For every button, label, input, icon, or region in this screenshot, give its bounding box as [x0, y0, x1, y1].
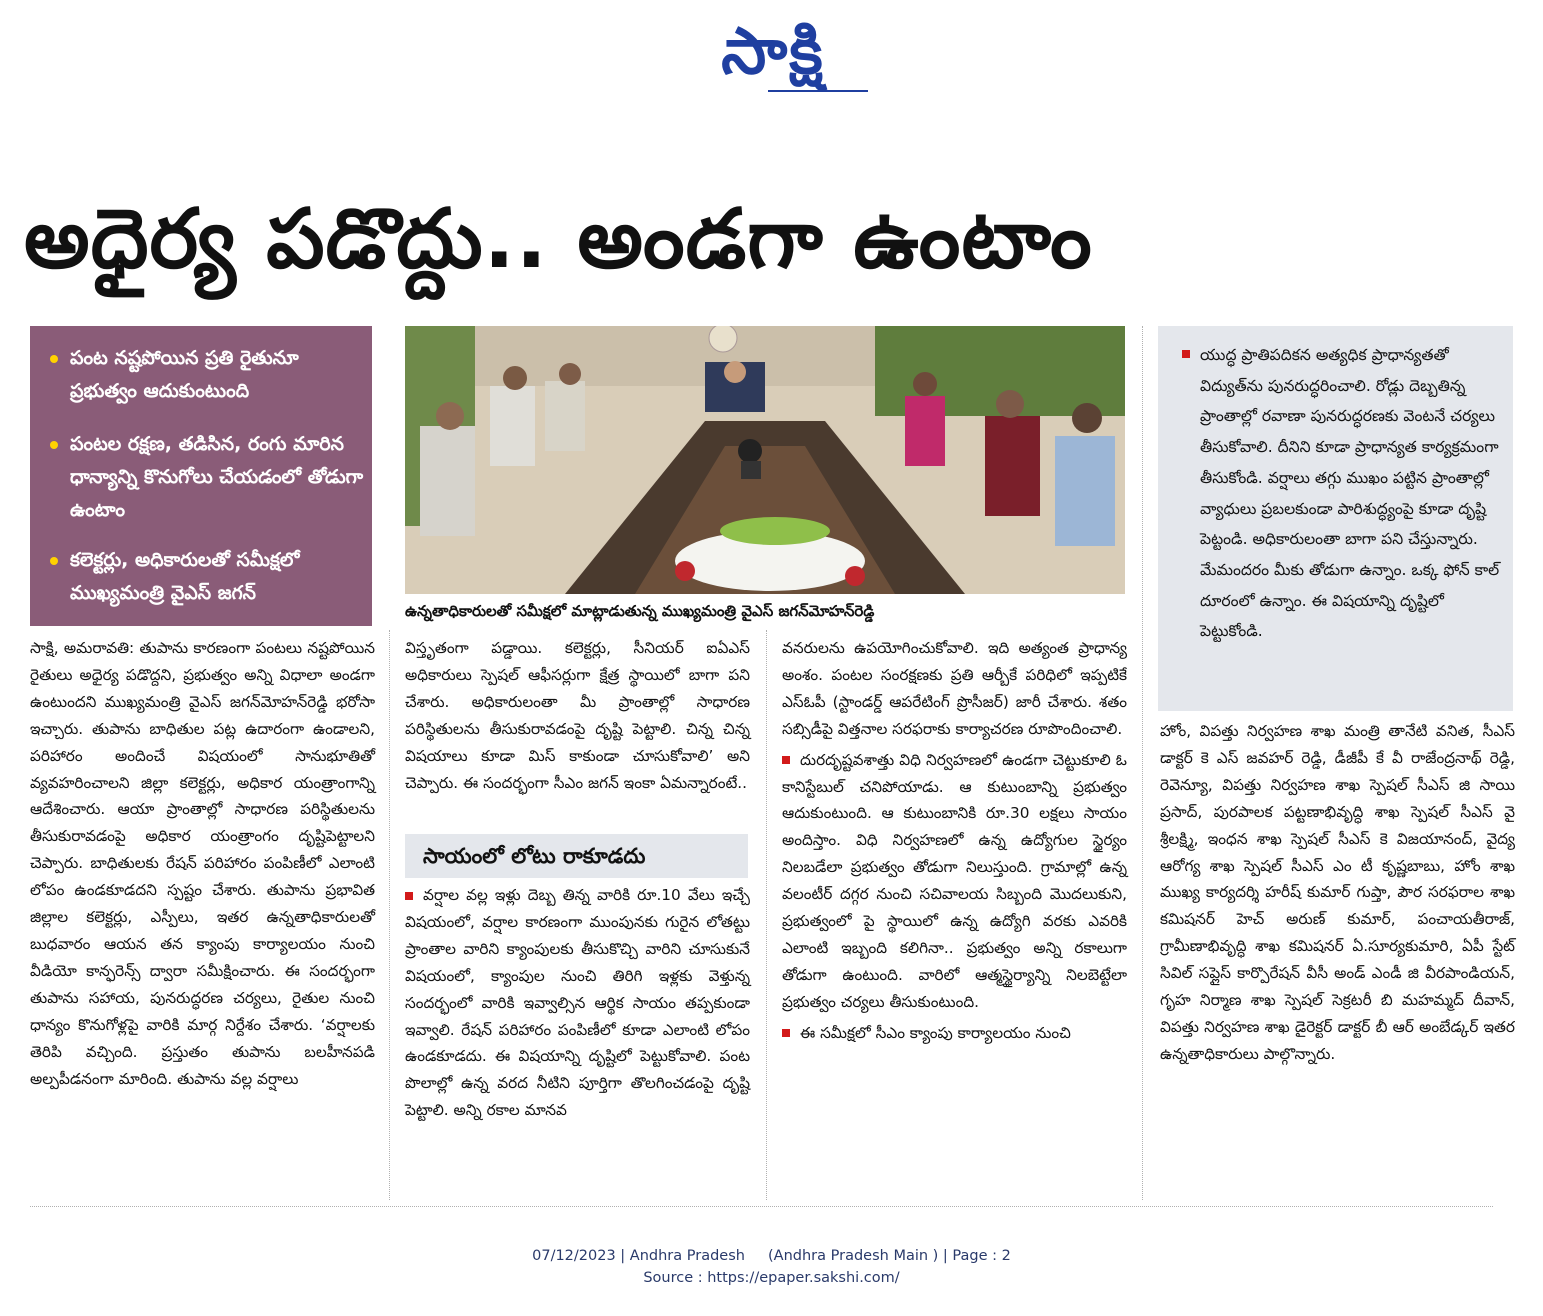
quote-text: యుద్ధ ప్రాతిపదికన అత్యధిక ప్రాధాన్యతతో విద్యుత్‌ను పునరుద్ధరించాలి. రోడ్లు దెబ్బతిన్న ప్రాంతాల్లో రవాణా పునరుద్ధరణకు వెంటనే చర్యలు తీసుకోవాలి. దీనిని కూడా ప్రాధాన్యత కార్యక్రమంగా తీసుకోండి. వర్షాలు తగ్గు ముఖం పట్టిన ప్రాంతాల్లో వ్యాధులు ప్రబలకుండా పారిశుద్ధ్యంపై కూడా దృష్టి పెట్టండి. అధికారులంతా బాగా పని చేస్తున్నారు. మేమందరం మీకు తోడుగా ఉన్నాం. ఒక్క ఫోన్‌ కాల్‌ దూరంలో ఉన్నాం. ఈ విషయాన్ని దృష్టిలో పెట్టుకోండి. [1200, 346, 1500, 641]
bullet-dot-icon [50, 441, 58, 449]
article-column-3 [782, 635, 1127, 1047]
article-column-2-bottom: వర్షాల వల్ల ఇళ్లు దెబ్బ తిన్న వారికి రూ.10 వేలు ఇచ్చే విషయంలో, వర్షాల కారణంగా ముంపునకు గురైన లోతట్టు ప్రాంతాల వారిని క్యాంపులకు తీసుకొచ్చి వారిని చూసుకునే విషయంలో, క్యాంపుల నుంచి తిరిగి ఇళ్లకు వెళ్తున్న సందర్భంలో వారికి ఇవ్వాల్సిన ఆర్థిక సాయం తప్పకుండా ఇవ్వాలి. రేషన్‌ పరిహారం పంపిణీలో కూడా ఎలాంటి లోపం ఉండకూడదు. ఈ విషయాన్ని దృష్టిలో పెట్టుకోవాలి. పంట పొలాల్లో ఉన్న వరద నీటిని పూర్తిగా తొలగించడంపై దృష్టి పెట్టాలి. అన్ని రకాల మానవ [405, 886, 750, 1120]
quote-box [1158, 326, 1513, 711]
footer-source: Source : https://epaper.sakshi.com/ [643, 1270, 900, 1286]
article-column-2-top: విస్తృతంగా పడ్డాయి. కలెక్టర్లు, సీనియర్‌ ఐఏఎస్‌ అధికారులు స్పెషల్‌ ఆఫీసర్లుగా క్షేత్ర స్థాయిలో బాగా పని చేశారు. అధికారులంతా మీ ప్రాంతాల్లో సాధారణ పరిస్థితులను తీసుకురావడంపై దృష్టి పెట్టాలి. చిన్న చిన్న విషయాలు కూడా మిస్‌ కాకుండా చూసుకోవాలి’ అని చెప్పారు. ఈ సందర్భంగా సీఎం జగన్‌ ఇంకా ఏమన్నారంటే.. [405, 639, 750, 792]
highlight-item: పంట నష్టపోయిన ప్రతి రైతునూ ప్రభుత్వం ఆదుకుంటుంది [50, 342, 370, 408]
column-divider [1142, 326, 1143, 1200]
highlight-item: పంటల రక్షణ, తడిసిన, రంగు మారిన ధాన్యాన్ని కొనుగోలు చేయడంలో తోడుగా ఉంటాం [50, 428, 370, 527]
footer-dateline: 07/12/2023 | Andhra Pradesh (Andhra Pradesh Main ) | Page : 2 [532, 1248, 1011, 1264]
column-divider [389, 630, 390, 1200]
paragraph: వనరులను ఉపయోగించుకోవాలి. ఇది అత్యంత ప్రాధాన్య అంశం. పంటల సంరక్షణకు ప్రతి ఆర్బీకే పరిధిలో ఇప్పటికే ఎస్‌ఓపీ (స్టాండర్డ్‌ ఆపరేటింగ్‌ ప్రొసీజర్‌) జారీ చేశారు. శతం సబ్సిడీపై విత్తనాల సరఫరాకు కార్యాచరణ రూపొందించాలి. [782, 639, 1127, 738]
article-column-1: సాక్షి, అమరావతి: తుపాను కారణంగా పంటలు నష్టపోయిన రైతులు అధైర్య పడొద్దని, ప్రభుత్వం అన్ని విధాలా అండగా ఉంటుందని ముఖ్యమంత్రి వైఎస్‌ జగన్‌మోహన్‌రెడ్డి భరోసా ఇచ్చారు. తుపాను బాధితుల పట్ల ఉదారంగా ఉండాలని, పరిహారం అందించే విషయంలో సానుభూతితో వ్యవహరించాలని జిల్లా కలెక్టర్లు, అధికార యంత్రాంగాన్ని ఆదేశించారు. ఆయా ప్రాంతాల్లో సాధారణ పరిస్థితులను తీసుకురావడంపై అధికార యంత్రాంగం దృష్టిపెట్టాలని చెప్పారు. బాధితులకు రేషన్‌ పరిహారం పంపిణీలో ఎలాంటి లోపం ఉండకూడదని స్పష్టం చేశారు. తుపాను ప్రభావిత జిల్లాల కలెక్టర్లు, ఎస్పీలు, ఇతర ఉన్నతాధికారులతో బుధవారం ఆయన తన క్యాంపు కార్యాలయం నుంచి వీడియో కాన్ఫరెన్స్‌ ద్వారా సమీక్షించారు. ఈ సందర్భంగా తుపాను సహాయ, పునరుద్ధరణ చర్యలు, రైతుల నుంచి ధాన్యం కొనుగోళ్లపై వారికి మార్గ నిర్దేశం చేశారు. ‘వర్షాలకు తెరిపి వచ్చింది. ప్రస్తుతం తుపాను బలహీనపడి అల్పపీడనంగా మారింది. తుపాను వల్ల వర్షాలు [30, 639, 375, 1088]
headline: అధైర్య పడొద్దు.. అండగా ఉంటాం [24, 192, 1093, 287]
sakshi-logo [668, 12, 878, 104]
square-bullet-icon [1182, 350, 1190, 358]
photo-caption: ఉన్నతాధికారులతో సమీక్షలో మాట్లాడుతున్న ముఖ్యమంత్రి వైఎస్‌ జగన్‌మోహన్‌రెడ్డి [405, 602, 875, 620]
square-bullet-icon [782, 756, 790, 764]
bullet-dot-icon [50, 557, 58, 565]
column-divider [766, 630, 767, 1200]
square-bullet-icon [782, 1029, 790, 1037]
paragraph: దురదృష్టవశాత్తు విధి నిర్వహణలో ఉండగా చెట్టుకూలి ఓ కానిస్టేబుల్‌ చనిపోయాడు. ఆ కుటుంబాన్ని ప్రభుత్వం ఆదుకుంటుంది. ఆ కుటుంబానికి రూ.30 లక్షలు సాయం అందిస్తాం. విధి నిర్వహణలో ఉన్న ఉద్యోగుల స్థైర్యం నిలబడేలా ప్రభుత్వం తోడుగా నిలుస్తుంది. గ్రామాల్లో ఉన్న వలంటీర్‌ దగ్గర నుంచి సచివాలయ సిబ్బంది మొదలుకుని, ప్రభుత్వంలో పై స్థాయిలో ఉన్న ఉద్యోగి వరకు ఎవరికి ఎలాంటి ఇబ్బంది కలిగినా.. ప్రభుత్వం అన్ని రకాలుగా తోడుగా ఉంటుంది. వారిలో ఆత్మస్థైర్యాన్ని నిలబెట్టేలా ప్రభుత్వం చర్యలు తీసుకుంటుంది. [782, 750, 1127, 1011]
bullet-dot-icon [50, 355, 58, 363]
logo-tagline-mark [768, 84, 868, 98]
square-bullet-icon [405, 892, 413, 900]
highlights-box [30, 326, 372, 626]
article-column-4: హోం, విపత్తు నిర్వహణ శాఖ మంత్రి తానేటి వనిత, సీఎస్‌ డాక్టర్‌ కె ఎస్‌ జవహర్‌ రెడ్డి, డీజీపీ కే వీ రాజేంద్రనాథ్‌ రెడ్డి, రెవెన్యూ, విపత్తు నిర్వహణ శాఖ స్పెషల్‌ సీఎస్‌ జి సాయి ప్రసాద్, పురపాలక పట్టణాభివృద్ధి శాఖ స్పెషల్‌ సీఎస్‌ వై శ్రీలక్ష్మి, ఇంధన శాఖ స్పెషల్‌ సీఎస్‌ కె విజయానంద్, వైద్య ఆరోగ్య శాఖ స్పెషల్‌ సీఎస్‌ ఎం టీ కృష్ణబాబు, హోం శాఖ ముఖ్య కార్యదర్శి హరీష్‌ కుమార్‌ గుప్తా, పౌర సరఫరాల శాఖ కమిషనర్‌ హెచ్‌ అరుణ్‌ కుమార్, పంచాయతీరాజ్, గ్రామీణాభివృద్ధి శాఖ కమిషనర్‌ ఏ.సూర్యకుమారి, ఏపీ స్టేట్‌ సివిల్‌ సప్లైస్‌ కార్పొరేషన్‌ వీసీ అండ్‌ ఎండీ జి వీరపాండియన్, గృహ నిర్మాణ శాఖ స్పెషల్‌ సెక్రటరీ బి మహమ్మద్‌ దీవాన్, విపత్తు నిర్వహణ శాఖ డైరెక్టర్‌ డాక్టర్‌ బీ ఆర్‌ అంబేడ్కర్‌ ఇతర ఉన్నతాధికారులు పాల్గొన్నారు. [1160, 722, 1515, 1063]
subheading: సాయంలో లోటు రాకూడదు [423, 844, 646, 868]
meeting-photo [405, 326, 1125, 594]
highlight-item: కలెక్టర్లు, అధికారులతో సమీక్షలో ముఖ్యమంత్రి వైఎస్‌ జగన్‌ [50, 544, 370, 610]
page-divider [30, 1206, 1493, 1207]
paragraph: ఈ సమీక్షలో సీఎం క్యాంపు కార్యాలయం నుంచి [782, 1020, 1127, 1047]
page-footer [0, 1245, 1543, 1289]
logo-wordmark: సాక్షి [721, 15, 825, 89]
subheading-box [405, 834, 748, 878]
